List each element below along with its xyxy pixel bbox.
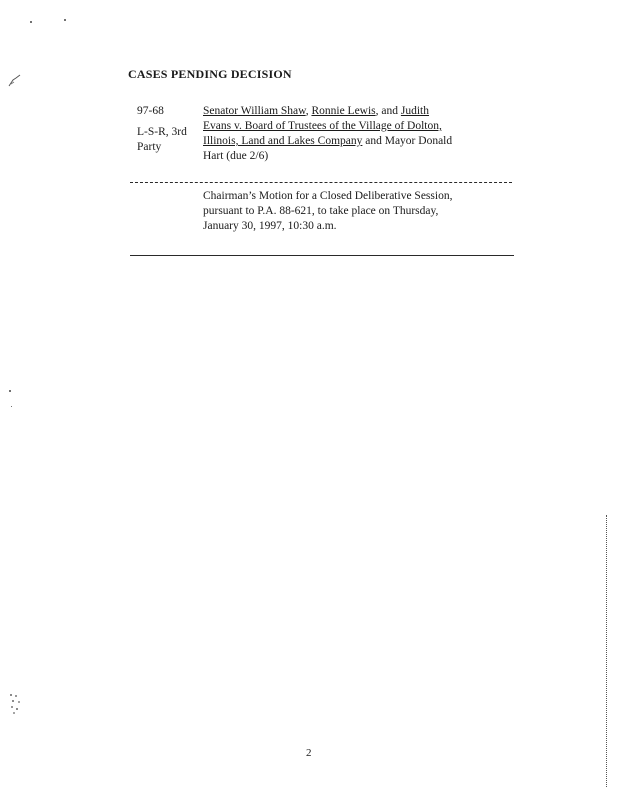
case-number: 97-68	[137, 105, 164, 117]
case-parties	[203, 104, 453, 164]
page-number: 2	[306, 747, 312, 759]
parties-tail: and Mayor Donald Hart (due 2/6)	[203, 135, 453, 162]
scan-speck	[64, 19, 66, 21]
case-type: L-S-R, 3rd Party	[137, 126, 187, 153]
scan-speck	[9, 390, 11, 392]
scan-speck	[11, 406, 12, 407]
scan-speck	[30, 21, 32, 23]
parties-underlined: Judith Evans v. Board of Trustees of the Village of Dolton, Illinois, Land and Lakes Company	[203, 105, 442, 147]
party-lewis: Ronnie Lewis	[311, 105, 376, 117]
scan-mark-scribble	[8, 74, 22, 88]
motion-text: Chairman’s Motion for a Closed Deliberative Session, pursuant to P.A. 88-621, to take place on Thursday, January 30, 1997, 10:30 a.m.	[203, 190, 453, 232]
party-senator: Senator William Shaw	[203, 105, 306, 117]
scan-edge-line	[606, 515, 607, 787]
scan-mark-cluster	[8, 692, 24, 716]
section-heading: CASES PENDING DECISION	[128, 67, 292, 81]
party-conjunction: , and	[375, 105, 399, 117]
separator-solid	[130, 255, 514, 256]
party-separator: ,	[305, 105, 312, 117]
separator-dashed	[130, 182, 512, 183]
